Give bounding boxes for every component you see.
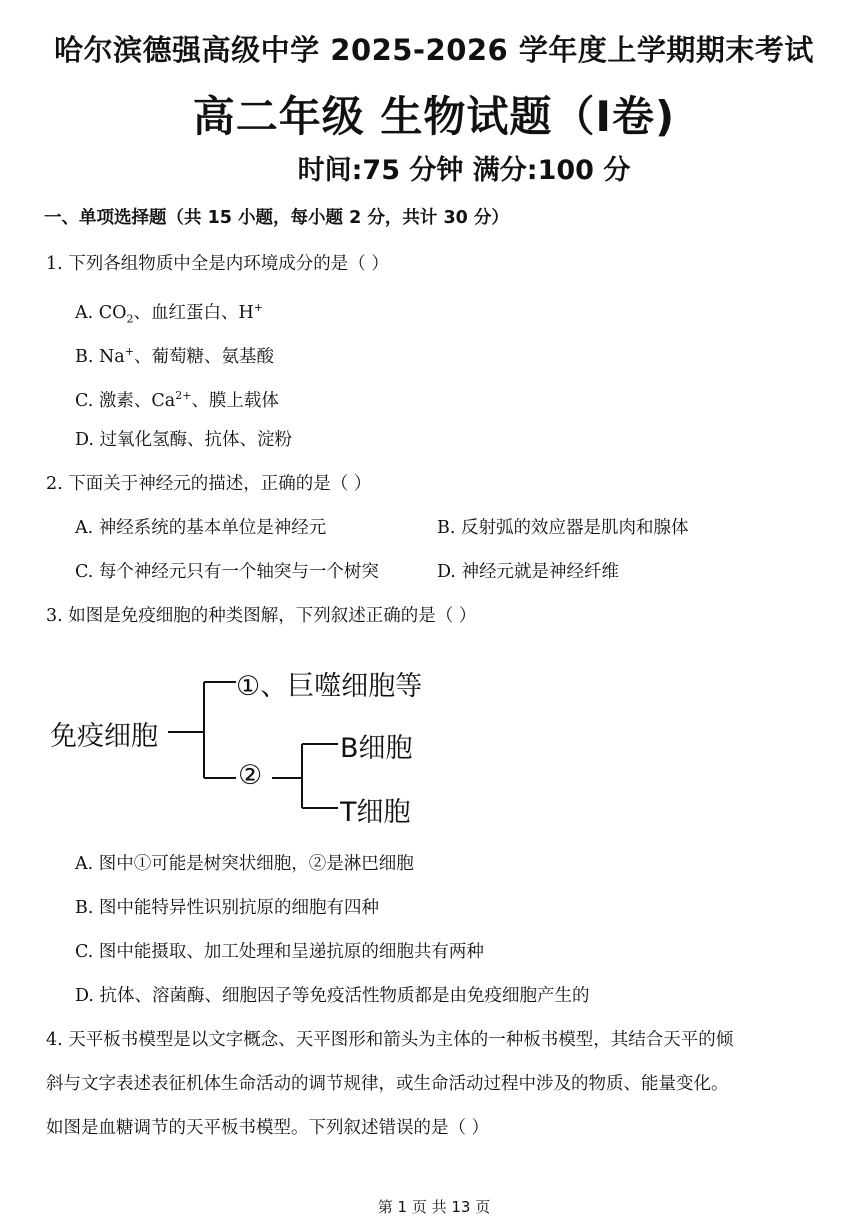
option-a-subscript: 2: [126, 312, 134, 326]
question-2-stem: 2. 下面关于神经元的描述，正确的是（ ）: [46, 474, 372, 494]
diagram-leaf-t-cell: T细胞: [340, 797, 411, 828]
option-c-superscript: 2+: [175, 389, 192, 402]
question-2-option-c: C. 每个神经元只有一个轴突与一个树突: [75, 562, 379, 582]
question-1-option-c: [75, 384, 279, 413]
option-a-superscript: +: [253, 301, 263, 314]
question-4-line-2: 斜与文字表述表征机体生命活动的调节规律，或生命活动过程中涉及的物质、能量变化。: [46, 1074, 729, 1094]
option-c-text-rest: 、膜上载体: [191, 390, 279, 411]
option-b-text: B. Na: [75, 346, 125, 367]
question-2-option-b: B. 反射弧的效应器是肌肉和腺体: [437, 518, 689, 538]
question-4-line-3: 如图是血糖调节的天平板书模型。下列叙述错误的是（ ）: [46, 1118, 490, 1138]
question-3-option-c: C. 图中能摄取、加工处理和呈递抗原的细胞共有两种: [75, 942, 484, 962]
question-4-line-1: 4. 天平板书模型是以文字概念、天平图形和箭头为主体的一种板书模型，其结合天平的倾: [46, 1030, 734, 1050]
question-3-option-b: B. 图中能特异性识别抗原的细胞有四种: [75, 898, 379, 918]
question-3-option-a: A. 图中①可能是树突状细胞，②是淋巴细胞: [75, 854, 414, 874]
page-number: 第 1 页 共 13 页: [377, 1198, 491, 1216]
question-2-option-d: D. 神经元就是神经纤维: [437, 562, 620, 582]
diagram-root-label: 免疫细胞: [50, 721, 158, 752]
option-a-text-rest: 、血红蛋白、H: [133, 302, 254, 323]
question-2-option-a: A. 神经系统的基本单位是神经元: [75, 518, 327, 538]
immune-cell-diagram: [40, 650, 560, 840]
question-1-option-b: [75, 340, 274, 369]
question-3-option-d: D. 抗体、溶菌酶、细胞因子等免疫活性物质都是由免疫细胞产生的: [75, 986, 590, 1006]
question-1-stem: 1. 下列各组物质中全是内环境成分的是（ ）: [46, 254, 389, 274]
question-1-option-d: D. 过氧化氢酶、抗体、淀粉: [75, 430, 293, 450]
paper-title: 高二年级 生物试题（Ⅰ卷): [192, 92, 676, 141]
option-b-text-rest: 、葡萄糖、氨基酸: [133, 346, 274, 367]
option-b-superscript: +: [124, 345, 134, 358]
diagram-branch2-label: ②: [238, 760, 263, 791]
diagram-leaf-b-cell: B细胞: [340, 733, 413, 764]
diagram-branch1-label: ①、巨噬细胞等: [236, 671, 423, 702]
option-a-text: A. CO: [75, 302, 127, 323]
school-exam-line: 哈尔滨德强高级中学 2025-2026 学年度上学期期末考试: [54, 33, 814, 67]
option-c-text: C. 激素、Ca: [75, 390, 176, 411]
question-3-stem: 3. 如图是免疫细胞的种类图解，下列叙述正确的是（ ）: [46, 606, 477, 626]
question-1-option-a: [75, 296, 263, 331]
time-score-line: 时间:75 分钟 满分:100 分: [297, 155, 631, 186]
section-heading: 一、单项选择题（共 15 小题，每小题 2 分，共计 30 分）: [44, 208, 509, 228]
